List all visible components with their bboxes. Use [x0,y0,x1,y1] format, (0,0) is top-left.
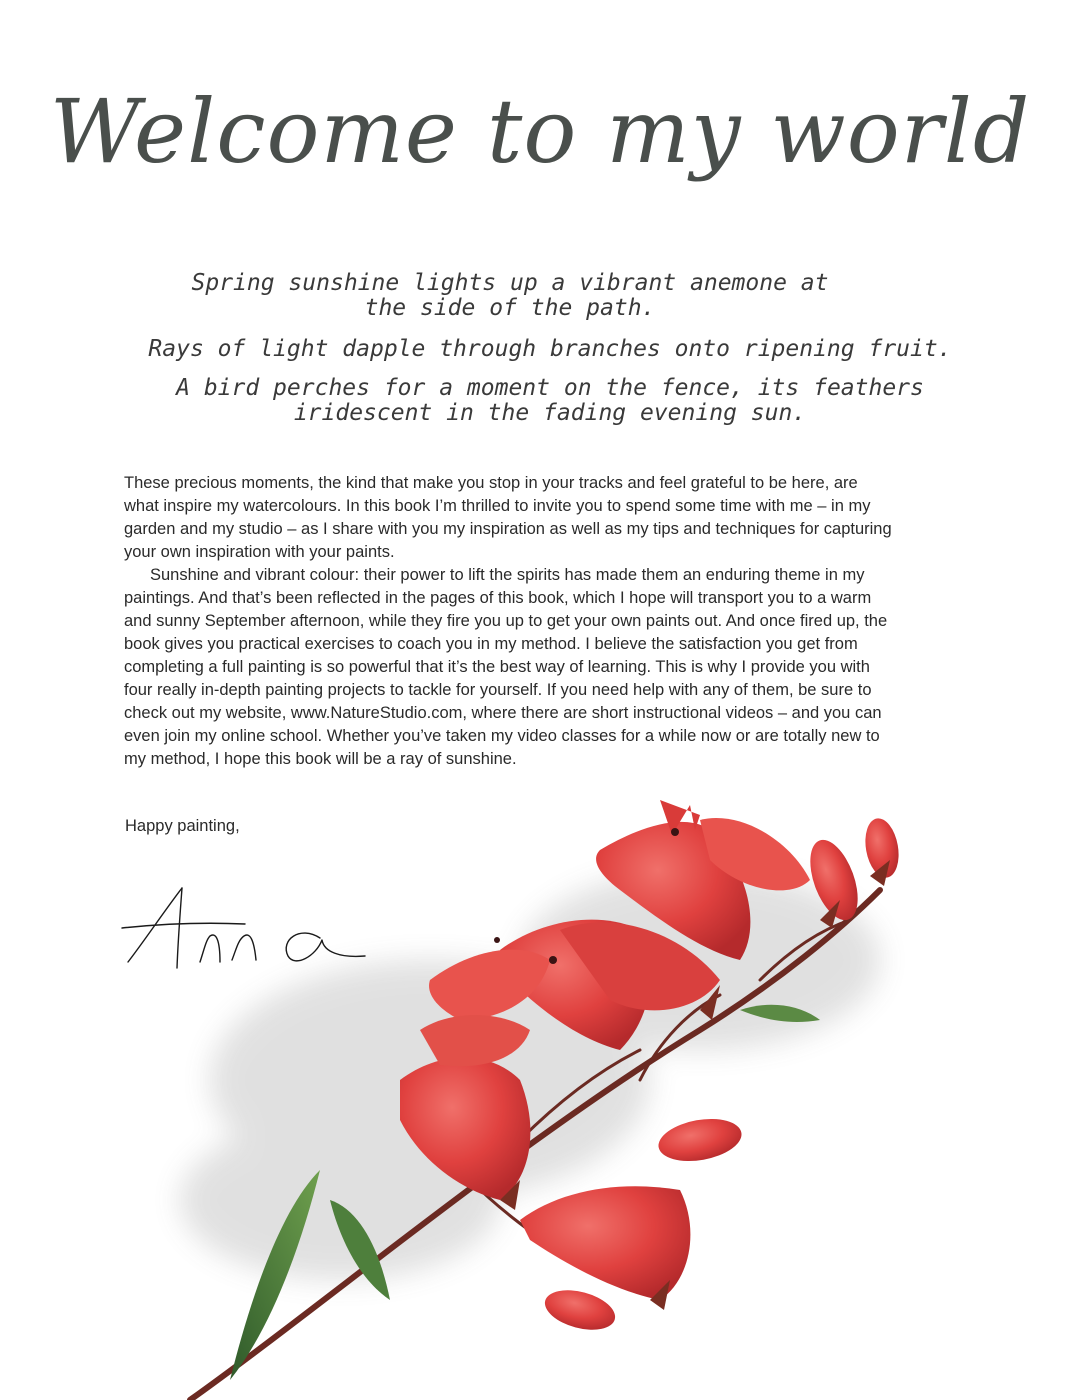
sign-off: Happy painting, [125,817,240,835]
flowers [400,800,903,1337]
body-text [124,472,894,771]
poem-line-2: Rays of light dapple through branches onto ripening fruit. [148,336,952,362]
body-paragraph-1: These precious moments, the kind that make you stop in your tracks and feel grateful to be here, are what inspire my watercolours. In this book I’m thrilled to invite you to spend some time with me – in my garden and my studio – as I share with you my inspiration as well as my tips and techniques for capturing your own inspiration with your paints. [124,474,892,561]
body-paragraph-2: Sunshine and vibrant colour: their power to lift the spirits has made them an enduring theme in my paintings. And that’s been reflected in the pages of this book, which I hope will transport you to a warm and sunny September afternoon, while they fire you up to get your own paints out. And once fired up, the book gives you practical exercises to coach you in my method. I believe the satisfaction you get from completing a full painting is so powerful that it’s the best way of learning. This is why I provide you with four really in-depth painting projects to tackle for yourself. If you need help with any of them, be sure to check out my website, www.NatureStudio.com, where there are short instructional videos – and you can even join my online school. Whether you’ve taken my video classes for a while now or are totally new to my method, I hope this book will be a ray of sunshine. [124,566,888,768]
poem-line-3: A bird perches for a moment on the fence, its feathers iridescent in the fading evening sun. [176,375,924,426]
poem-line-1: Spring sunshine lights up a vibrant anemone at the side of the path. [191,270,829,321]
penstemon-flower-illustration [0,780,1080,1400]
page-title: Welcome to my world [49,80,1031,183]
